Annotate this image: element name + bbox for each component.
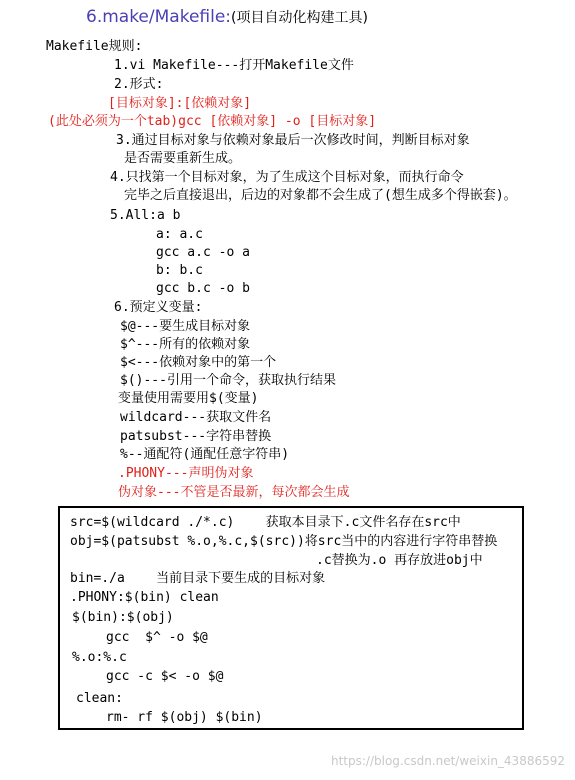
var-lt: $<---依赖对象中的第一个 [120, 355, 277, 370]
var-patsubst: patsubst---字符串替换 [120, 429, 272, 444]
code-line-1: src=$(wildcard ./*.c) 获取本目录下.c文件名存在src中 [70, 515, 461, 530]
tab-note: (此处必须为一个tab)gcc [依赖对象] -o [目标对象] [48, 114, 377, 129]
rule-1: 1.vi Makefile---打开Makefile文件 [114, 58, 354, 73]
code-line-7: gcc $^ -o $@ [106, 630, 208, 645]
var-dollar-paren: $()---引用一个命令，获取执行结果 [120, 373, 336, 388]
code-line-8: %.o:%.c [72, 650, 127, 665]
var-percent: %--通配符(通配任意字符串) [120, 447, 290, 462]
rule-3-line-2: 是否需要重新生成。 [124, 151, 242, 166]
code-line-11: rm- rf $(obj) $(bin) [106, 710, 263, 725]
code-line-3: .c替换为.o 再存放进obj中 [316, 553, 483, 568]
phony-note: 伪对象---不管是否最新，每次都会生成 [118, 485, 350, 500]
rule-4-line-1: 4.只找第一个目标对象，为了生成这个目标对象，而执行命令 [110, 170, 464, 185]
rule-6: 6.预定义变量: [114, 300, 203, 315]
code-line-2: obj=$(patsubst %.o,%.c,$(src))将src当中的内容进行字符串替换 [70, 534, 498, 549]
rule-5-line-2: gcc a.c -o a [156, 245, 250, 260]
rule-2: 2.形式: [114, 77, 164, 92]
rule-5-line-4: gcc b.c -o b [156, 281, 250, 296]
var-at: $@---要生成目标对象 [120, 319, 251, 334]
code-line-9: gcc -c $< -o $@ [106, 669, 224, 684]
makefile-code-box [58, 506, 524, 730]
code-line-10: clean: [76, 691, 123, 706]
rule-4-line-2: 完毕之后直接退出，后边的对象都不会生成了(想生成多个得嵌套)。 [124, 188, 517, 203]
code-line-4: bin=./a 当前目录下要生成的目标对象 [70, 571, 326, 586]
title-main: 6.make/Makefile: [86, 7, 232, 27]
var-wildcard: wildcard---获取文件名 [120, 410, 272, 425]
watermark-url: https://blog.csdn.net/weixin_43886592 [330, 754, 565, 768]
rule-5: 5.All:a b [110, 208, 181, 223]
code-line-6: $(bin):$(obj) [72, 610, 174, 625]
phony-line: .PHONY---声明伪对象 [118, 466, 254, 481]
title-subtitle: (项目自动化构建工具) [231, 10, 368, 26]
var-usage: 变量使用需要用$(变量) [118, 391, 259, 406]
rule-5-line-3: b: b.c [156, 263, 203, 278]
form-line: [目标对象]:[依赖对象] [108, 96, 252, 111]
rules-heading: Makefile规则: [46, 39, 143, 54]
page-title [86, 8, 368, 27]
var-caret: $^---所有的依赖对象 [120, 337, 251, 352]
code-line-5: .PHONY:$(bin) clean [70, 590, 219, 605]
rule-3-line-1: 3.通过目标对象与依赖对象最后一次修改时间，判断目标对象 [116, 133, 470, 148]
rule-5-line-1: a: a.c [156, 227, 203, 242]
